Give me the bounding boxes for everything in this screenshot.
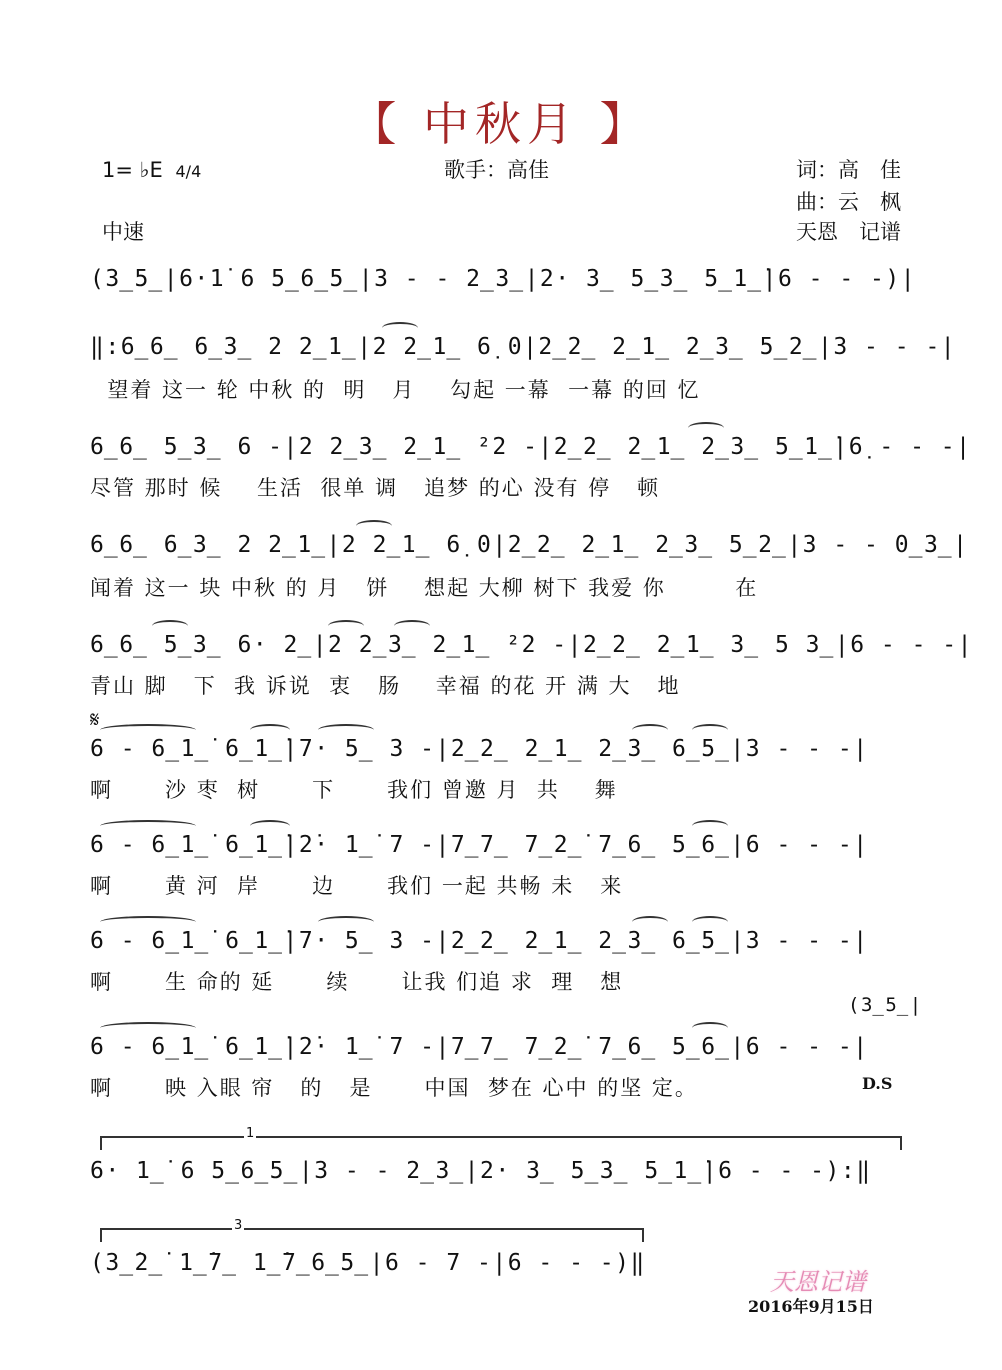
slur-mark xyxy=(100,820,196,832)
ds-marking: D.S xyxy=(862,1074,893,1093)
transcriber-stamp: 天恩记谱 xyxy=(770,1268,866,1296)
slur-mark xyxy=(692,820,728,832)
score-line-3 xyxy=(90,532,969,576)
bridge-notes: (3̲5̲| xyxy=(848,994,923,1016)
score-line-1 xyxy=(90,334,957,378)
score-notes-4: 6̲6̲ 5̲3̲ 6· 2̲|2 2̲3̲ 2̲1̲ ²2 -|2̲2̲ 2̲1̲ 3̲ 5 3̲|6 - - -| xyxy=(90,632,973,658)
slur-mark xyxy=(250,724,290,736)
lyrics-line-4: 青山 脚 下 我 诉说 衷 肠 幸福 的花 开 满 大 地 xyxy=(90,674,681,698)
key-signature xyxy=(102,158,201,182)
slur-mark xyxy=(356,520,392,532)
transcriber-credit: 天恩 记谱 xyxy=(796,220,901,244)
lyrics-line-6: 啊 黄 河 岸 边 我们 一起 共畅 未 来 xyxy=(90,874,624,898)
slur-mark xyxy=(328,620,364,632)
slur-mark xyxy=(382,322,418,334)
score-notes-8: 6 - 6̲1̲̇ 6̲1̲̇|2̇· 1̲̇ 7 -|7̲7̲ 7̲2̲̇ 7̲6̲ 5̲6̲|6 - - -| xyxy=(90,1034,869,1060)
volta-bracket-3 xyxy=(100,1218,644,1242)
slur-mark xyxy=(394,620,430,632)
score-notes-6: 6 - 6̲1̲̇ 6̲1̲̇|2̇· 1̲̇ 7 -|7̲7̲ 7̲2̲̇ 7̲6̲ 5̲6̲|6 - - -| xyxy=(90,832,869,858)
score-notes-1: ‖:6̲6̲ 6̲3̲ 2 2̲1̲|2 2̲1̲ 6̣ 0|2̲2̲ 2̲1̲ 2̲3̲ 5̲2̲|3 - - -| xyxy=(90,334,957,360)
ending-1-notes: 6· 1̲̇ 6 5̲6̲5̲|3 - - 2̲3̲|2· 3̲ 5̲3̲ 5̲1̲̇|6 - - -):‖ xyxy=(90,1158,872,1184)
lyricist-credit: 词：高 佳 xyxy=(796,158,901,182)
slur-mark xyxy=(318,724,374,736)
slur-mark xyxy=(152,620,188,632)
lyrics-line-7: 啊 生 命的 延 续 让我 们追 求 理 想 xyxy=(90,970,624,994)
score-notes-5: 6 - 6̲1̲̇ 6̲1̲̇|7· 5̲ 3 -|2̲2̲ 2̲1̲ 2̲3̲ 6̲5̲|3 - - -| xyxy=(90,736,869,762)
slur-mark xyxy=(250,820,290,832)
slur-mark xyxy=(692,724,728,736)
tempo-marking: 中速 xyxy=(102,220,144,244)
lyrics-line-5: 啊 沙 枣 树 下 我们 曾邀 月 共 舞 xyxy=(90,778,618,802)
volta-label-3: 3 xyxy=(234,1218,243,1233)
slur-mark xyxy=(692,916,728,928)
song-title: 【 中秋月 】 xyxy=(350,97,652,151)
slur-mark xyxy=(692,1022,728,1034)
transcription-date: 2016年9月15日 xyxy=(748,1297,874,1316)
score-notes-3: 6̲6̲ 6̲3̲ 2 2̲1̲|2 2̲1̲ 6̣ 0|2̲2̲ 2̲1̲ 2̲3̲ 5̲2̲|3 - - 0̲3̲| xyxy=(90,532,969,558)
key-label: 1= ♭E xyxy=(102,158,163,182)
slur-mark xyxy=(100,724,196,736)
lyrics-line-2: 尽管 那时 候 生活 很单 调 追梦 的心 没有 停 顿 xyxy=(90,476,661,500)
ending-3-notes: (3̲̇2̲̇ 1̲̇7̲ 1̲̇7̲6̲5̲|6 - 7 -|6 - - -)‖ xyxy=(90,1250,646,1276)
slur-mark xyxy=(100,916,196,928)
intro-notes: (3̲5̲|6·1̇ 6 5̲6̲5̲|3 - - 2̲3̲|2· 3̲ 5̲3̲ 5̲1̲̇|6 - - -)| xyxy=(90,266,917,292)
score-notes-2: 6̲6̲ 5̲3̲ 6 -|2 2̲3̲ 2̲1̲ ²2 -|2̲2̲ 2̲1̲ 2̲3̲ 5̲1̲̇|6̣ - - -| xyxy=(90,434,972,460)
segno-sign: 𝄋 xyxy=(90,708,100,733)
ending-1-line xyxy=(90,1158,920,1202)
volta-label-1: 1 xyxy=(246,1126,255,1141)
time-signature: 4/4 xyxy=(175,162,202,181)
singer-credit: 歌手：高佳 xyxy=(444,158,549,182)
lyrics-line-8: 啊 映 入眼 帘 的 是 中国 梦在 心中 的坚 定。 xyxy=(90,1076,698,1100)
slur-mark xyxy=(632,724,668,736)
lyrics-line-3: 闻着 这一 块 中秋 的 月 饼 想起 大柳 树下 我爱 你 在 xyxy=(90,576,759,600)
slur-mark xyxy=(688,422,724,434)
intro-line xyxy=(90,266,920,310)
composer-credit: 曲：云 枫 xyxy=(796,190,901,214)
volta-bracket-1 xyxy=(100,1126,902,1150)
score-notes-7: 6 - 6̲1̲̇ 6̲1̲̇|7· 5̲ 3 -|2̲2̲ 2̲1̲ 2̲3̲ 6̲5̲|3 - - -| xyxy=(90,928,869,954)
slur-mark xyxy=(100,1022,196,1034)
slur-mark xyxy=(632,916,668,928)
lyrics-line-1: 望着 这一 轮 中秋 的 明 月 勾起 一幕 一幕 的回 忆 xyxy=(90,378,701,402)
slur-mark xyxy=(318,916,374,928)
